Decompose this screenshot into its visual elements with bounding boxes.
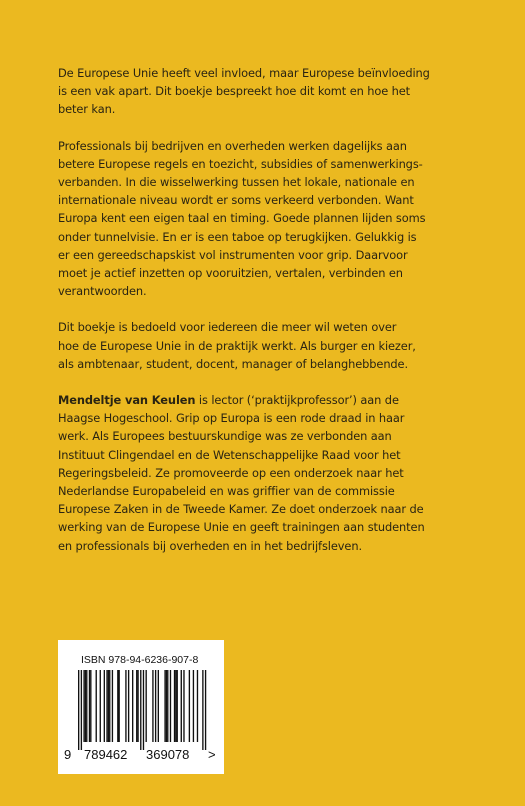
barcode-bar [174,670,175,742]
professionals-paragraph: Professionals bij bedrijven en overheden werken dagelijks aan betere Europese regels en toezicht, subsidies of samenwerkings- verbanden. In die wisselwerking tussen het lokale, nationale en internationale niveau wordt er soms verkeerd verbonden. Want Europa kent een eigen taal en timing. Goede plannen lijden soms onder tunnelvisie. En er is een taboe op terugkijken. Gelukkig is er een gereedschapskist vol instrumenten voor grip. Daarvoor moet je actief inzetten op vooruitzien, vertalen, verbinden en verantwoorden. [58,138,426,299]
author-bio-paragraph: Mendeltje van Keulen is lector (‘praktijkprofessor’) aan de Haagse Hogeschool. Grip op Europa is een rode draad in haar werk. Als Europees bestuurskundige was ze verbonden aan Instituut Clingendael en de Wetenschappelijke Raad voor het Regeringsbeleid. Ze promoveerde op een onderzoek naar het Nederlandse Europabeleid en was griffier van de commissie Europese Zaken in de Tweede Kamer. Ze doet onderzoek naar de werking van de Europese Unie en geeft trainingen aan studenten en professionals bij overheden en in het bedrijfsleven. [58,393,425,553]
barcode-bar [205,670,206,750]
barcode-bar [90,670,91,742]
barcode-bar [117,670,118,742]
barcode-bar [197,670,198,742]
barcode-bar [108,670,109,742]
barcode-bar [166,670,167,742]
barcode-bar [89,670,90,742]
barcode-first-digit: 9 [64,747,72,762]
barcode-bar [143,670,144,750]
barcode-bar [183,670,184,742]
barcode-bar [146,670,147,742]
barcode-bar [112,670,113,742]
barcode-bar [177,670,178,742]
barcode-bar [125,670,126,742]
barcode-bar [170,670,171,742]
barcode-bars [78,670,208,752]
barcode-bar [140,670,141,750]
barcode-box [58,640,224,774]
barcode-bar [136,670,137,742]
barcode-bar [137,670,138,742]
barcode-bar [175,670,176,742]
barcode-bar [78,670,79,750]
barcode-right-digits: 369078 [146,747,190,762]
barcode-bar [164,670,165,742]
barcode-bar [119,670,120,742]
barcode-bar [83,670,84,742]
barcode-bar [106,670,107,742]
barcode-bar [104,670,105,742]
barcode-bar [158,670,159,742]
barcode-bar [81,670,82,750]
barcode-marker: > [208,747,216,762]
audience-paragraph: Dit boekje is bedoeld voor iedereen die meer wil weten over hoe de Europese Unie in de praktijk werkt. Als burger en kiezer, als ambtenaar, student, docent, manager of belanghebbende. [58,320,416,371]
barcode-bar [181,670,182,742]
barcode-bar [128,670,129,742]
barcode-bar [167,670,168,742]
barcode-bar [152,670,153,742]
barcode-bar [109,670,110,742]
barcode-bar [96,670,97,742]
intro-paragraph: De Europese Unie heeft veel invloed, maar Europese beïnvloeding is een vak apart. Dit boekje bespreekt hoe dit komt en hoe het beter kan. [58,66,430,117]
barcode-bar [132,670,133,742]
barcode-bar [202,670,203,750]
barcode-bar [85,670,86,742]
barcode-bar [189,670,190,742]
barcode-bar [100,670,101,742]
back-cover-text [58,64,478,573]
barcode-bar [193,670,194,742]
isbn-label: ISBN 978-94-6236-907-8 [81,654,199,666]
barcode-left-digits: 789462 [84,747,128,762]
barcode-bar [155,670,156,742]
author-name: Mendeltje van Keulen [58,393,196,408]
barcode-bar [86,670,87,742]
